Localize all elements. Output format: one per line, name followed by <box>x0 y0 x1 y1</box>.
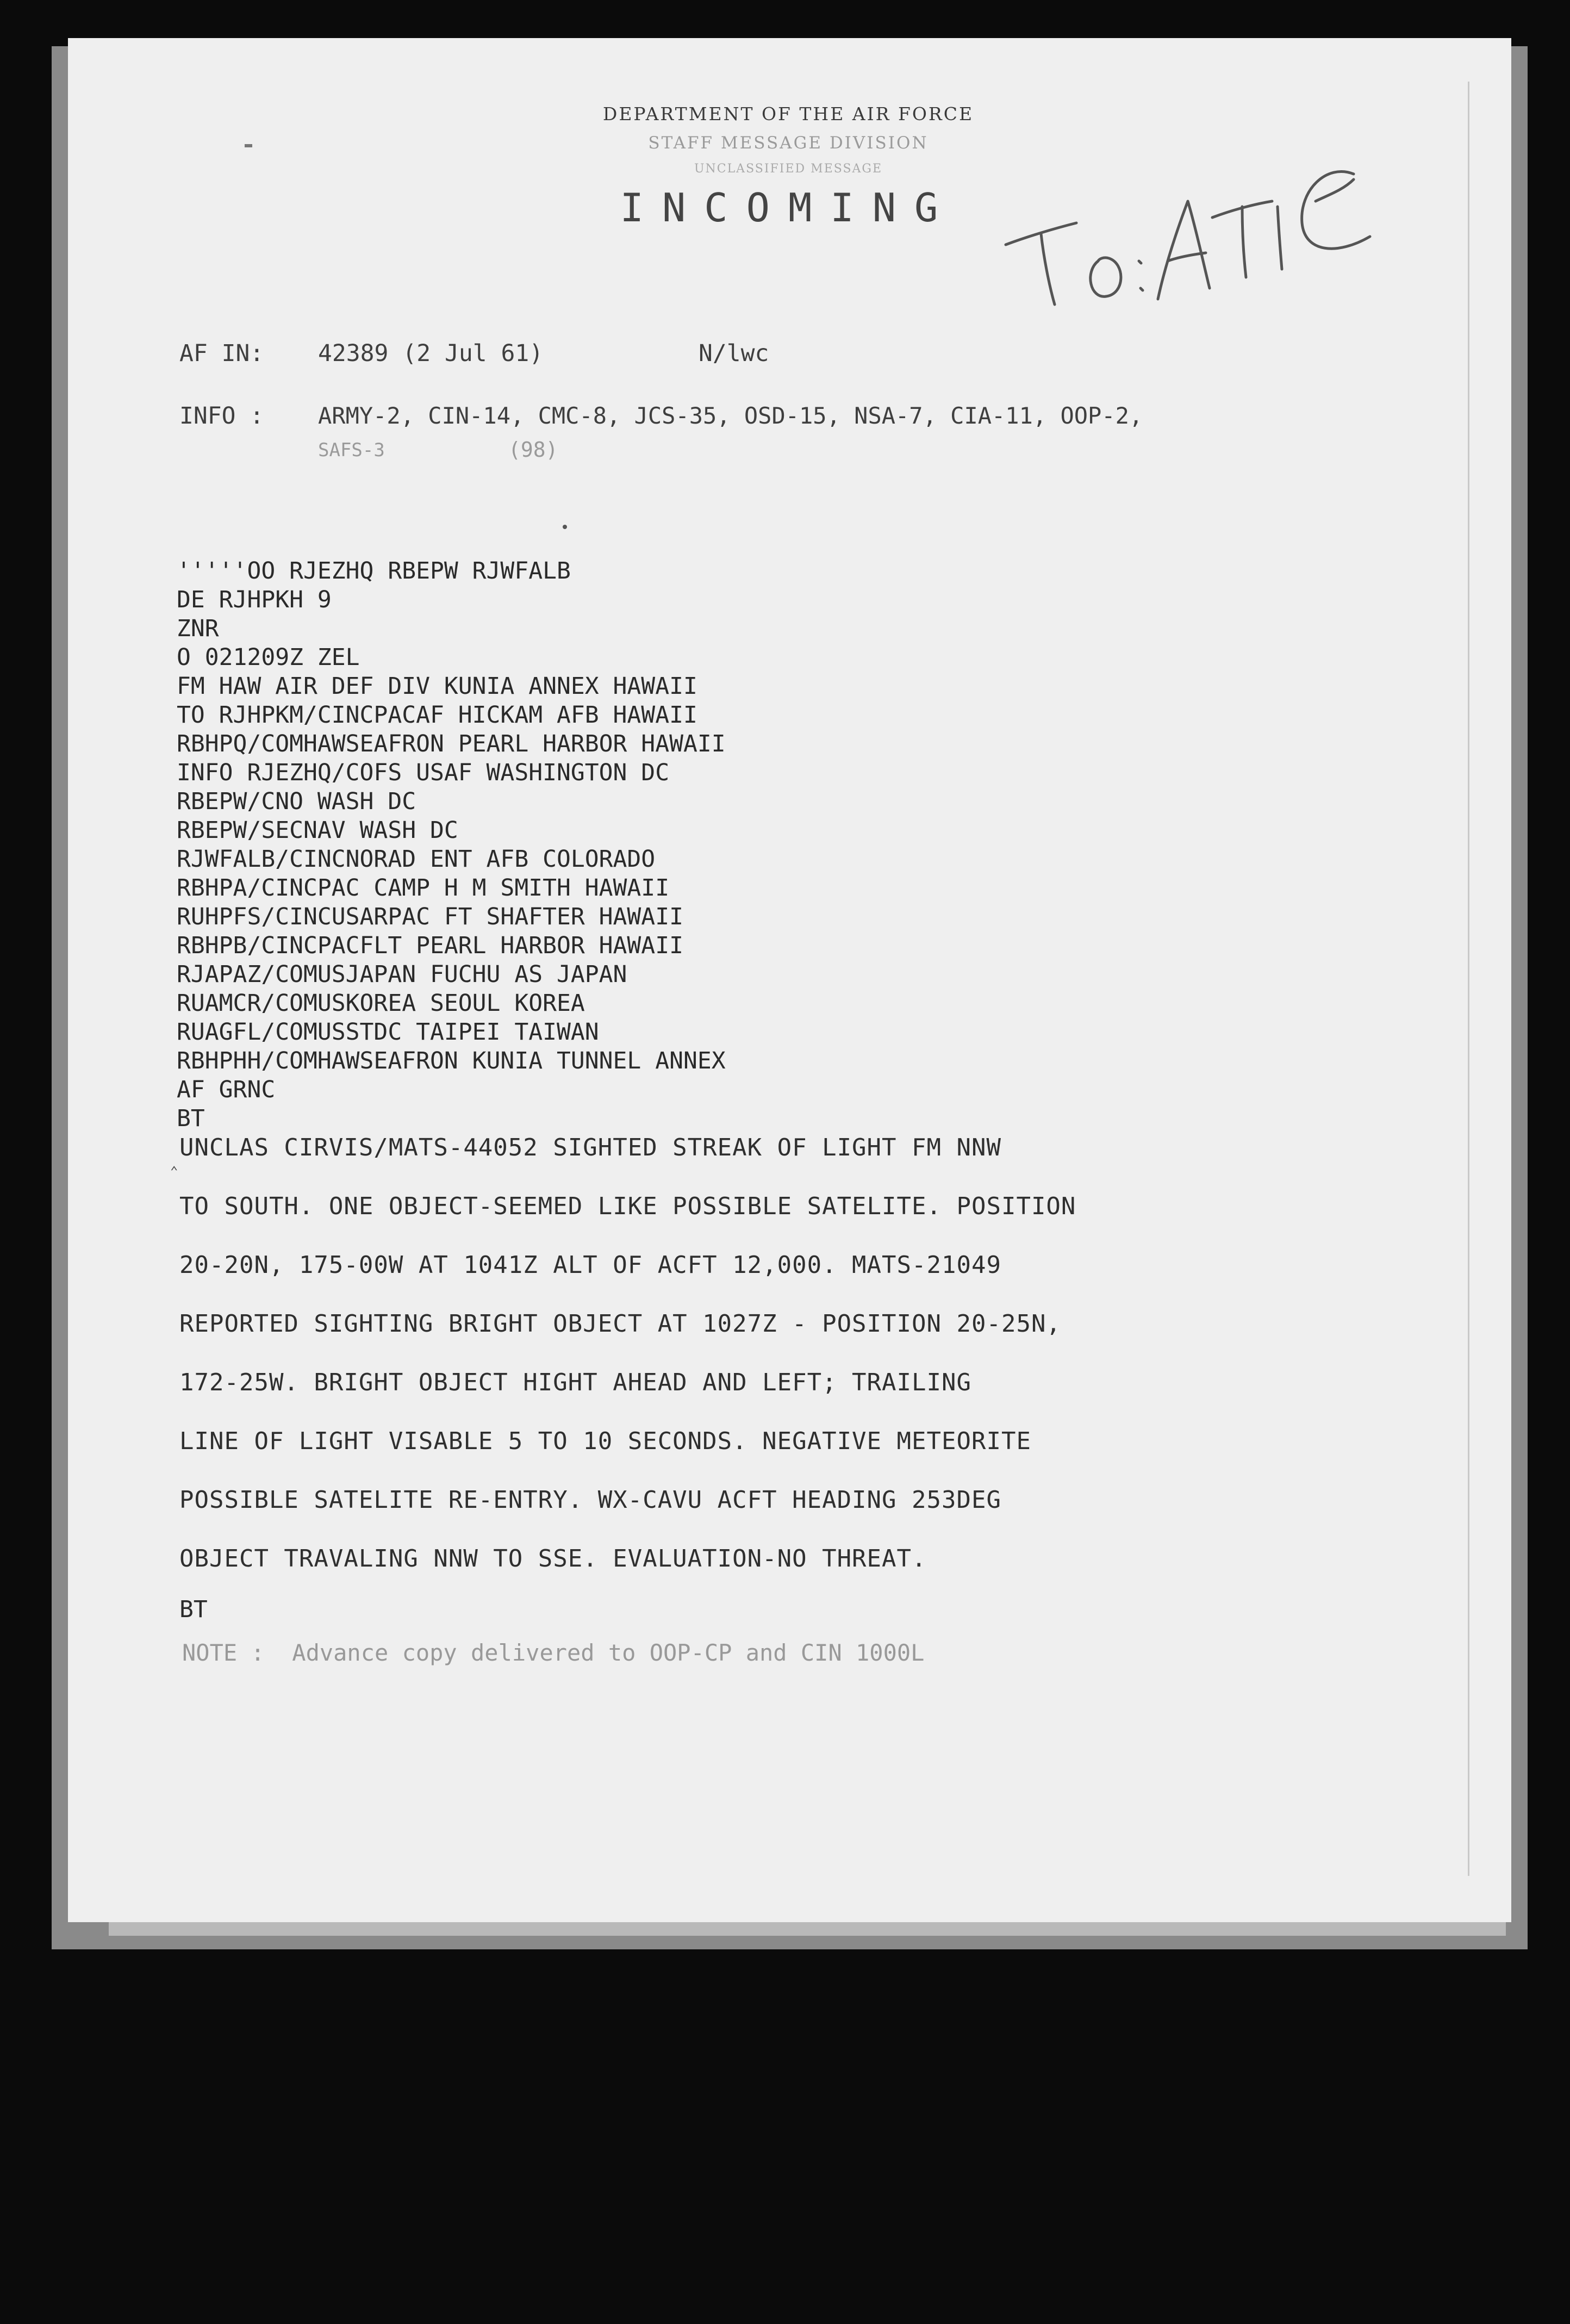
msg-line-18: RBHPHH/COMHAWSEAFRON KUNIA TUNNEL ANNEX <box>177 1047 726 1074</box>
af-in-value: 42389 (2 Jul 61) <box>318 340 544 367</box>
msg-line-6: TO RJHPKM/CINCPACAF HICKAM AFB HAWAII <box>177 701 697 729</box>
info-distribution: ARMY-2, CIN-14, CMC-8, JCS-35, OSD-15, NSA-7, CIA-11, OOP-2, <box>318 402 1143 429</box>
body-line-8: OBJECT TRAVALING NNW TO SSE. EVALUATION-NO THREAT. <box>179 1545 927 1573</box>
msg-line-3: ZNR <box>177 615 219 642</box>
msg-line-17: RUAGFL/COMUSSTDC TAIPEI TAIWAN <box>177 1018 599 1046</box>
msg-line-8: INFO RJEZHQ/COFS USAF WASHINGTON DC <box>177 759 670 786</box>
advance-copy-note: NOTE : Advance copy delivered to OOP-CP and CIN 1000L <box>182 1639 925 1666</box>
msg-line-2: DE RJHPKH 9 <box>177 586 332 613</box>
af-in-code: N/lwc <box>699 340 769 367</box>
msg-line-10: RBEPW/SECNAV WASH DC <box>177 817 458 844</box>
msg-line-4: O 021209Z ZEL <box>177 644 360 671</box>
page-right-rule <box>1468 82 1469 1876</box>
body-line-6: LINE OF LIGHT VISABLE 5 TO 10 SECONDS. NEGATIVE METEORITE <box>179 1427 1031 1455</box>
msg-line-16: RUAMCR/COMUSKOREA SEOUL KOREA <box>177 990 585 1017</box>
incoming-title: INCOMING <box>620 185 957 231</box>
page-bottom-edge <box>109 1922 1506 1936</box>
body-line-1: UNCLAS CIRVIS/MATS-44052 SIGHTED STREAK OF LIGHT FM NNW <box>179 1134 1001 1161</box>
msg-line-7: RBHPQ/COMHAWSEAFRON PEARL HARBOR HAWAII <box>177 730 726 757</box>
division-heading: STAFF MESSAGE DIVISION <box>648 133 929 153</box>
body-line-4: REPORTED SIGHTING BRIGHT OBJECT AT 1027Z - POSITION 20-25N, <box>179 1310 1061 1338</box>
info-distribution-cont: SAFS-3 <box>318 439 385 461</box>
msg-line-12: RBHPA/CINCPAC CAMP H M SMITH HAWAII <box>177 874 670 902</box>
body-line-5: 172-25W. BRIGHT OBJECT HIGHT AHEAD AND LEFT; TRAILING <box>179 1369 971 1396</box>
handwritten-annotation <box>995 141 1386 321</box>
msg-line-9: RBEPW/CNO WASH DC <box>177 788 416 815</box>
margin-mark: ⌃ <box>170 1164 178 1179</box>
msg-line-15: RJAPAZ/COMUSJAPAN FUCHU AS JAPAN <box>177 961 627 988</box>
msg-line-13: RUHPFS/CINCUSARPAC FT SHAFTER HAWAII <box>177 903 683 930</box>
body-line-7: POSSIBLE SATELITE RE-ENTRY. WX-CAVU ACFT HEADING 253DEG <box>179 1486 1001 1514</box>
closing-bt: BT <box>179 1596 208 1623</box>
msg-line-14: RBHPB/CINCPACFLT PEARL HARBOR HAWAII <box>177 932 683 959</box>
msg-line-11: RJWFALB/CINCNORAD ENT AFB COLORADO <box>177 846 656 873</box>
stray-mark <box>245 144 252 147</box>
info-total: (98) <box>508 438 558 462</box>
department-heading: DEPARTMENT OF THE AIR FORCE <box>602 103 974 125</box>
body-line-2: TO SOUTH. ONE OBJECT-SEEMED LIKE POSSIBLE SATELITE. POSITION <box>179 1192 1076 1220</box>
info-label: INFO : <box>179 402 264 430</box>
msg-line-20: BT <box>177 1105 205 1132</box>
af-in-label: AF IN: <box>179 340 264 367</box>
msg-line-1: '''''OO RJEZHQ RBEPW RJWFALB <box>177 557 571 585</box>
classification-heading: UNCLASSIFIED MESSAGE <box>694 162 883 176</box>
stray-dot <box>563 525 567 529</box>
body-line-3: 20-20N, 175-00W AT 1041Z ALT OF ACFT 12,000. MATS-21049 <box>179 1251 1001 1279</box>
msg-line-19: AF GRNC <box>177 1076 276 1103</box>
msg-line-5: FM HAW AIR DEF DIV KUNIA ANNEX HAWAII <box>177 673 697 700</box>
